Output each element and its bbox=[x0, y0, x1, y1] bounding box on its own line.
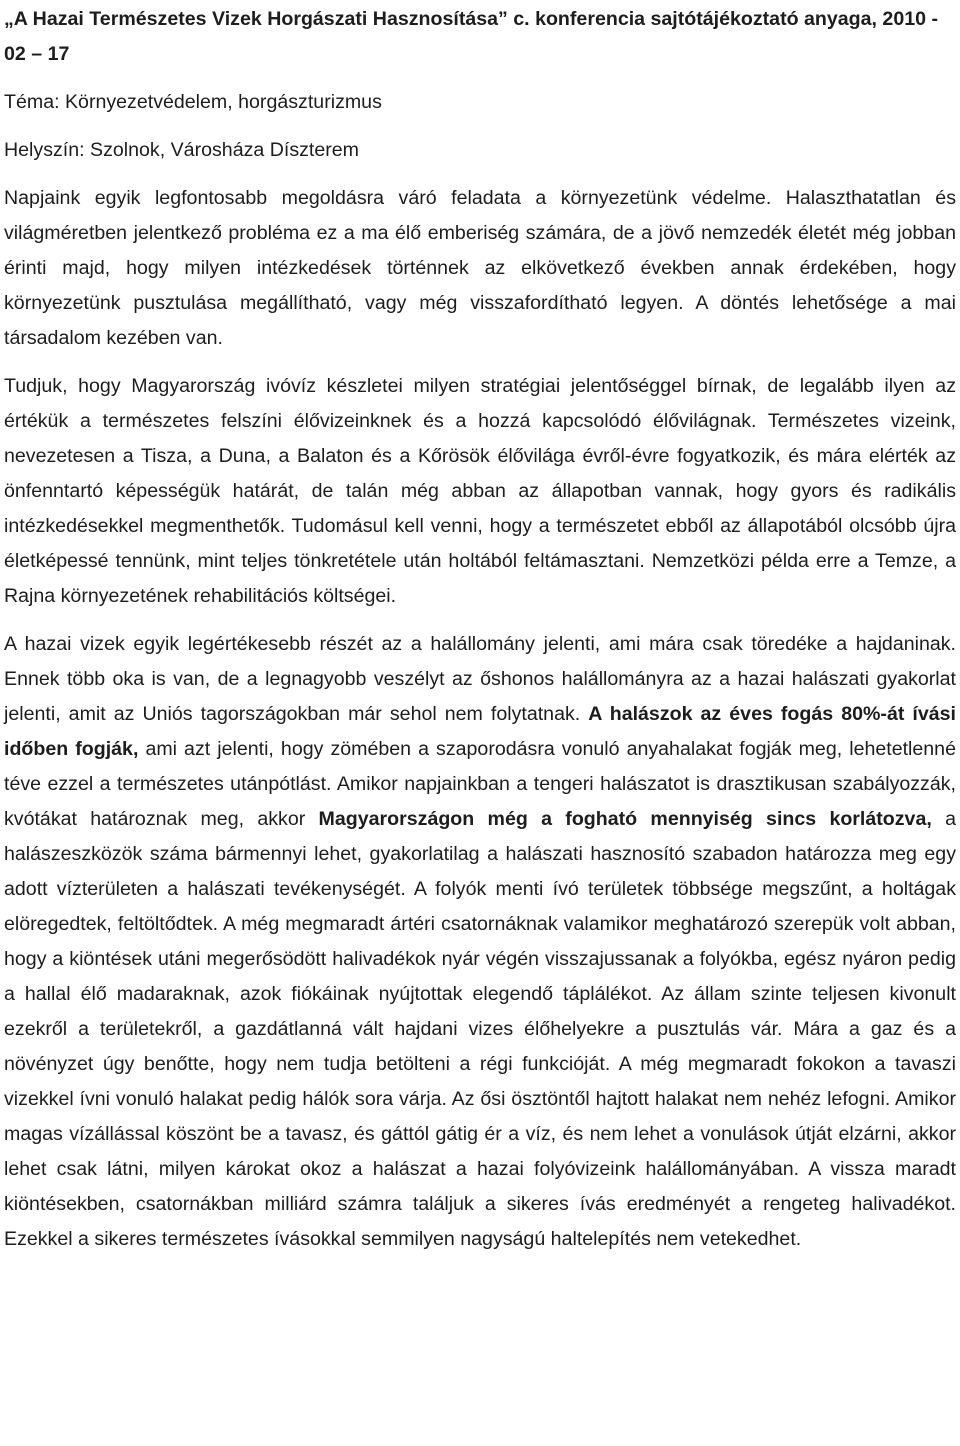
document-venue: Helyszín: Szolnok, Városháza Díszterem bbox=[4, 139, 360, 161]
text-segment: A hazai vizek egyik legértékesebb részét az a halállomány jelenti, ami mára csak töredéke a hajdaninak. Ennek több oka is van, de a legnagyobb veszélyt az őshonos halállományra az a hazai halászati gyakorlat jelenti, amit az Uniós tagországokban már sehol nem folytatnak. bbox=[4, 633, 956, 725]
body-paragraph bbox=[4, 369, 956, 614]
bold-text-segment: A halászok az éves fogás 80%-át ívási időben fogják, bbox=[4, 703, 956, 760]
text-segment: Tudjuk, hogy Magyarország ivóvíz készletei milyen stratégiai jelentőséggel bírnak, de legalább ilyen az értékük a természetes felszíni élővizeinknek és a hozzá kapcsolódó élővilágnak. Természetes vizeink, nevezetesen a Tisza, a Duna, a Balaton és a Kőrösök élővilága évről-évre fogyatkozik, és mára elérték az önfenntartó képességük határát, de talán még abban az állapotban vannak, hogy gyors és radikális intézkedésekkel megmenthetők. Tudomásul kell venni, hogy a természetet ebből az állapotából olcsóbb újra életképessé tennünk, mint teljes tönkretétele után holtából feltámasztani. Nemzetközi példa erre a Temze, a Rajna környezetének rehabilitációs költségei. bbox=[4, 375, 956, 607]
bold-text-segment: Magyarországon még a fogható mennyiség sincs korlátozva, bbox=[318, 808, 932, 830]
text-segment: a halászeszközök száma bármennyi lehet, gyakorlatilag a halászati hasznosító szabadon határozza meg egy adott vízterületen a halászati tevékenységét. A folyók menti ívó területek többsége megszűnt, a holtágak elöregedtek, feltöltődtek. A még megmaradt ártéri csatornáknak valamikor meghatározó szerepük volt abban, hogy a kiöntések utáni megerősödött halivadékok nyár végén visszajussanak a folyókba, egész nyáron pedig a hallal élő madaraknak, azok fiókáinak nyújtottak elegendő táplálékot. Az állam szinte teljesen kivonult ezekről a területekről, a gazdátlanná vált hajdani vizes élőhelyekre a pusztulás vár. Mára a gaz és a növényzet úgy benőtte, hogy nem tudja betölteni a régi funkcióját. A még megmaradt fokokon a tavaszi vizekkel ívni vonuló halakat pedig hálók sora várja. Az ősi ösztöntől hajtott halakat nem nehéz lefogni. Amikor magas vízállással köszönt be a tavasz, és gáttól gátig ér a víz, és nem lehet a vonulások útját elzárni, akkor lehet csak látni, milyen károkat okoz a halászat a hazai folyóvizeink halállományában. A vissza maradt kiöntésekben, csatornákban milliárd számra találjuk a sikeres ívás eredményét a rengeteg halivadékot. Ezekkel a sikeres természetes ívásokkal semmilyen nagyságú haltelepítés nem vetekedhet. bbox=[4, 808, 956, 1250]
document-topic: Téma: Környezetvédelem, horgászturizmus bbox=[4, 91, 382, 113]
text-segment: Napjaink egyik legfontosabb megoldásra váró feladata a környezetünk védelme. Halaszthatatlan és világméretben jelentkező probléma ez a ma élő emberiség számára, de a jövő nemzedék életét még jobban érinti majd, hogy milyen intézkedések történnek az elkövetkező években annak érdekében, hogy környezetünk pusztulása megállítható, vagy még visszafordítható legyen. A döntés lehetősége a mai társadalom kezében van. bbox=[4, 187, 956, 349]
document-title: „A Hazai Természetes Vizek Horgászati Hasznosítása” c. konferencia sajtótájékoztató anyaga, 2010 - 02 – 17 bbox=[4, 8, 938, 65]
body-paragraph bbox=[4, 627, 956, 1257]
text-segment: ami azt jelenti, hogy zömében a szaporodásra vonuló anyahalakat fogják meg, lehetetlenné téve ezzel a természetes utánpótlást. Amikor napjainkban a tengeri halászatot is drasztikusan szabályozzák, kvótákat határoznak meg, akkor bbox=[4, 738, 956, 830]
document-body bbox=[4, 181, 956, 1257]
body-paragraph bbox=[4, 181, 956, 356]
